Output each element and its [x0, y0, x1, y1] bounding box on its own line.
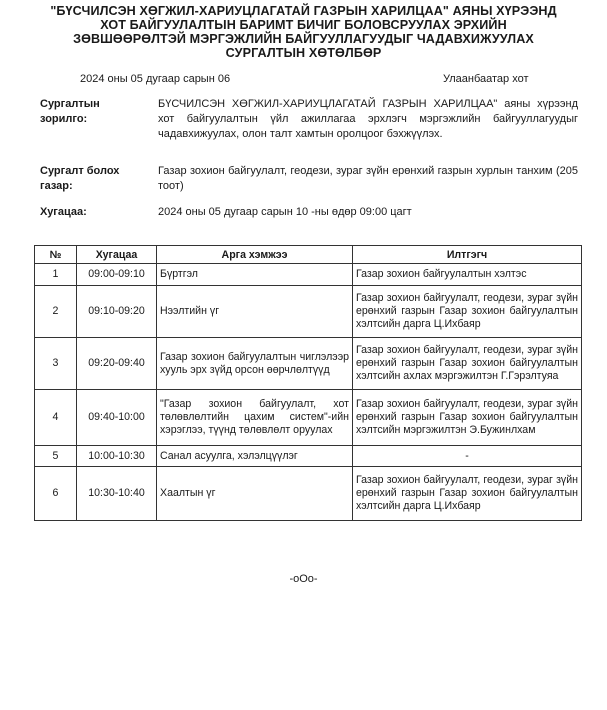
- place-label-line-2: газар:: [40, 180, 73, 192]
- table-row: [35, 338, 582, 390]
- header-presenter: Илтгэгч: [353, 246, 582, 264]
- end-mark: -oOo-: [289, 573, 318, 585]
- table-row: [35, 264, 582, 286]
- purpose-label: [40, 97, 100, 127]
- table-row: [35, 467, 582, 521]
- row-presenter: -: [353, 446, 582, 467]
- program-table: [34, 245, 582, 521]
- row-activity: Нээлтийн үг: [157, 286, 353, 338]
- row-presenter: Газар зохион байгуулалт, геодези, зураг зүйн ерөнхий газрын Газар зохион байгуулалтын хэлтсийн дарга Ц.Ихбаяр: [353, 467, 582, 521]
- table-row: [35, 446, 582, 467]
- header-activity: Арга хэмжээ: [157, 246, 353, 264]
- document-city: Улаанбаатар хот: [443, 73, 529, 85]
- row-presenter: Газар зохион байгуулалт, геодези, зураг зүйн ерөнхий газрын Газар зохион байгуулалтын хэлтсийн мэргэжилтэн Э.Бужинлхам: [353, 390, 582, 446]
- row-time: 09:10-09:20: [77, 286, 157, 338]
- title-line-1: "БҮСЧИЛСЭН ХӨГЖИЛ-ХАРИУЦЛАГАТАЙ ГАЗРЫН ХАРИЛЦАА" АЯНЫ ХҮРЭЭНД: [50, 4, 557, 18]
- title-line-3: ЗӨВШӨӨРӨЛТЭЙ МЭРГЭЖЛИЙН БАЙГУУЛЛАГУУДЫГ ЧАДАВХИЖУУЛАХ: [73, 32, 534, 46]
- row-time: 09:00-09:10: [77, 264, 157, 286]
- row-presenter: Газар зохион байгуулалт, геодези, зураг зүйн ерөнхий газрын Газар зохион байгуулалтын хэлтсийн ахлах мэргэжилтэн Г.Гэрэлтуяа: [353, 338, 582, 390]
- row-time: 10:30-10:40: [77, 467, 157, 521]
- row-number: 4: [35, 390, 77, 446]
- row-activity: Санал асуулга, хэлэлцүүлэг: [157, 446, 353, 467]
- row-presenter: Газар зохион байгуулалтын хэлтэс: [353, 264, 582, 286]
- row-time: 10:00-10:30: [77, 446, 157, 467]
- purpose-label-line-2: зорилго:: [40, 113, 88, 125]
- place-text: Газар зохион байгуулалт, геодези, зураг зүйн ерөнхий газрын хурлын танхим (205 тоот): [158, 165, 578, 192]
- deadline-text: 2024 оны 05 дугаар сарын 10 -ны өдөр 09:00 цагт: [158, 206, 412, 218]
- deadline-label: Хугацаа:: [40, 206, 87, 218]
- document-title: [40, 4, 567, 60]
- table-header-row: [35, 246, 582, 264]
- purpose-text: БҮСЧИЛСЭН ХӨГЖИЛ-ХАРИУЦЛАГАТАЙ ГАЗРЫН ХАРИЛЦАА" аяны хүрээнд хот байгуулалтын үйл ажиллагаа эрхлэгч мэргэжлийн байгууллагуудыг чадавхижуулах, олон талт хамтын оролцоог бэхжүүлэх.: [158, 98, 578, 140]
- table-row: [35, 390, 582, 446]
- row-presenter: Газар зохион байгуулалт, геодези, зураг зүйн ерөнхий газрын Газар зохион байгуулалтын хэлтсийн дарга Ц.Ихбаяр: [353, 286, 582, 338]
- document-date: 2024 оны 05 дугаар сарын 06: [80, 73, 231, 85]
- row-activity: Бүртгэл: [157, 264, 353, 286]
- header-time: Хугацаа: [77, 246, 157, 264]
- table-row: [35, 286, 582, 338]
- purpose-label-line-1: Сургалтын: [40, 98, 100, 110]
- row-number: 1: [35, 264, 77, 286]
- row-activity: "Газар зохион байгуулалт, хот төлөвлөлтийн цахим систем"-ийн хэрэглээ, түүнд төлөвлөлт оруулах: [157, 390, 353, 446]
- row-number: 5: [35, 446, 77, 467]
- place-label: [40, 164, 119, 194]
- title-line-2: ХОТ БАЙГУУЛАЛТЫН БАРИМТ БИЧИГ БОЛОВСРУУЛАХ ЭРХИЙН: [100, 18, 507, 32]
- row-activity: Хаалтын үг: [157, 467, 353, 521]
- row-time: 09:40-10:00: [77, 390, 157, 446]
- row-number: 2: [35, 286, 77, 338]
- row-activity: Газар зохион байгуулалтын чиглэлээр хууль эрх зүйд орсон өөрчлөлтүүд: [157, 338, 353, 390]
- header-number: №: [35, 246, 77, 264]
- place-label-line-1: Сургалт болох: [40, 165, 120, 177]
- row-number: 3: [35, 338, 77, 390]
- row-number: 6: [35, 467, 77, 521]
- title-line-4: СУРГАЛТЫН ХӨТӨЛБӨР: [225, 46, 382, 60]
- row-time: 09:20-09:40: [77, 338, 157, 390]
